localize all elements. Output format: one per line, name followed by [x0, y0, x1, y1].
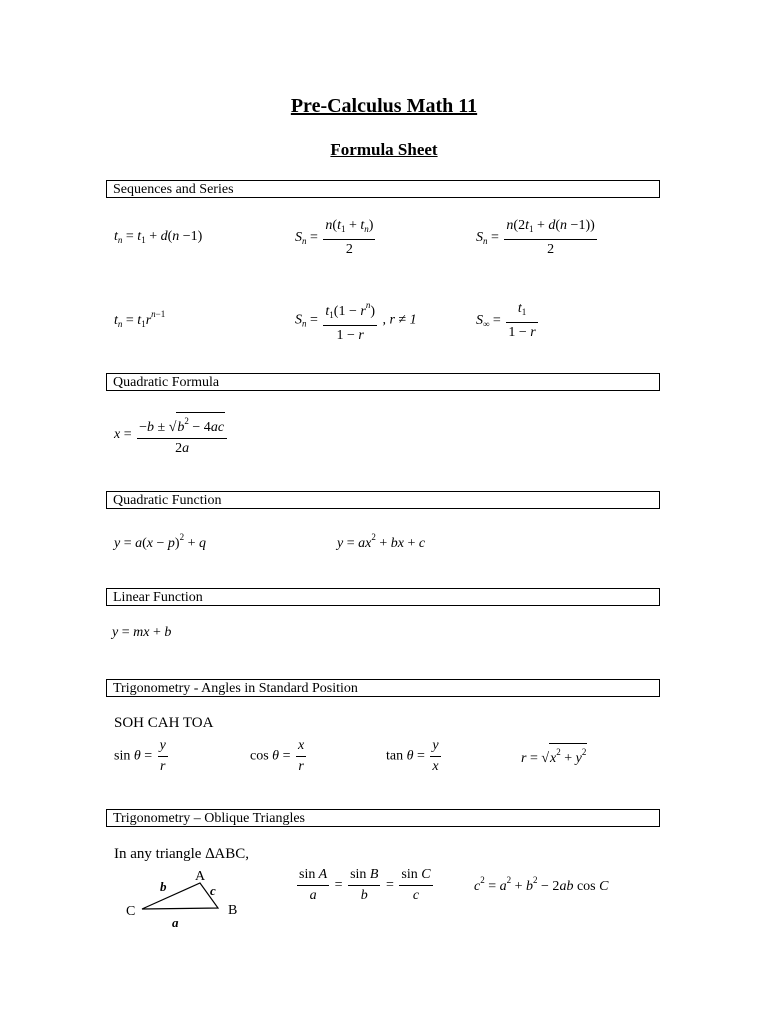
formula-sine: sin θ = $\frac{y}{r}$: [114, 738, 166, 774]
section-header-linear-function: Linear Function: [106, 588, 660, 606]
formula-geometric-sum: $S_n$ = $\frac{t_1(1 - r^n)}{1 - r}$ , r ≠ 1: [295, 296, 417, 345]
formula-vertex-form: $y = a(x - p)^2 + q$: [114, 532, 206, 551]
formula-infinite-sum: $S_\infty$ = $\frac{t_1}{1 - r}$: [476, 301, 536, 340]
section-header-quadratic-function: Quadratic Function: [106, 491, 660, 509]
section-header-sequences: Sequences and Series: [106, 180, 660, 198]
vertex-label-a: A: [195, 869, 206, 884]
formula-arithmetic-term: $t_n = t_1 + d(n -1)$: [114, 229, 203, 245]
vertex-label-b: B: [228, 903, 238, 918]
formula-sine-law: $\frac{\text{sin A}}{a}$ = $\frac{\text{sin B}}{b}$ = $\frac{\text{sin C}}{c}$: [299, 867, 431, 903]
side-label-a: a: [172, 915, 179, 930]
section-header-trig-standard: Trigonometry - Angles in Standard Position: [106, 679, 660, 697]
triangle-diagram: [120, 866, 250, 932]
formula-standard-form: $y = ax^2$ + bx + c: [337, 532, 426, 551]
section-header-trig-oblique: Trigonometry – Oblique Triangles: [106, 809, 660, 827]
soh-cah-toa-text: SOH CAH TOA: [114, 715, 214, 731]
formula-radius: $r = √x^2 + y^2$: [521, 743, 587, 767]
side-label-b: b: [160, 879, 167, 894]
formula-cosine-law: $c^2 = a^2 + b^2 - 2ab$ cos C: [474, 875, 609, 894]
formula-arithmetic-sum-2: $S_n$ = $\frac{n(2t_1 + d(n -1))}{2}$: [476, 218, 595, 257]
page-title: Pre-Calculus Math 11: [290, 95, 478, 117]
formula-tangent: tan θ = $\frac{y}{x}$: [386, 738, 439, 774]
side-label-c: c: [210, 883, 216, 898]
formula-quadratic: x = $\frac{-b \pm √b^2 - 4ac}{2a}$: [114, 412, 229, 458]
page-subtitle: Formula Sheet: [330, 140, 438, 159]
formula-cosine: cos θ = $\frac{x}{r}$: [250, 738, 305, 774]
triangle-intro-text: In any triangle ∆ABC,: [114, 846, 249, 862]
vertex-label-c: C: [126, 904, 136, 919]
formula-geometric-term: $t_n = t_1r^{n-1}$: [114, 309, 166, 329]
formula-linear: y = mx + b: [112, 625, 172, 640]
formula-arithmetic-sum-1: $S_n$ = $\frac{n(t_1 + t_n)}{2}$: [295, 218, 374, 257]
section-header-quadratic-formula: Quadratic Formula: [106, 373, 660, 391]
restriction-text: , r ≠ 1: [382, 312, 417, 328]
triangle-shape: [142, 883, 218, 909]
